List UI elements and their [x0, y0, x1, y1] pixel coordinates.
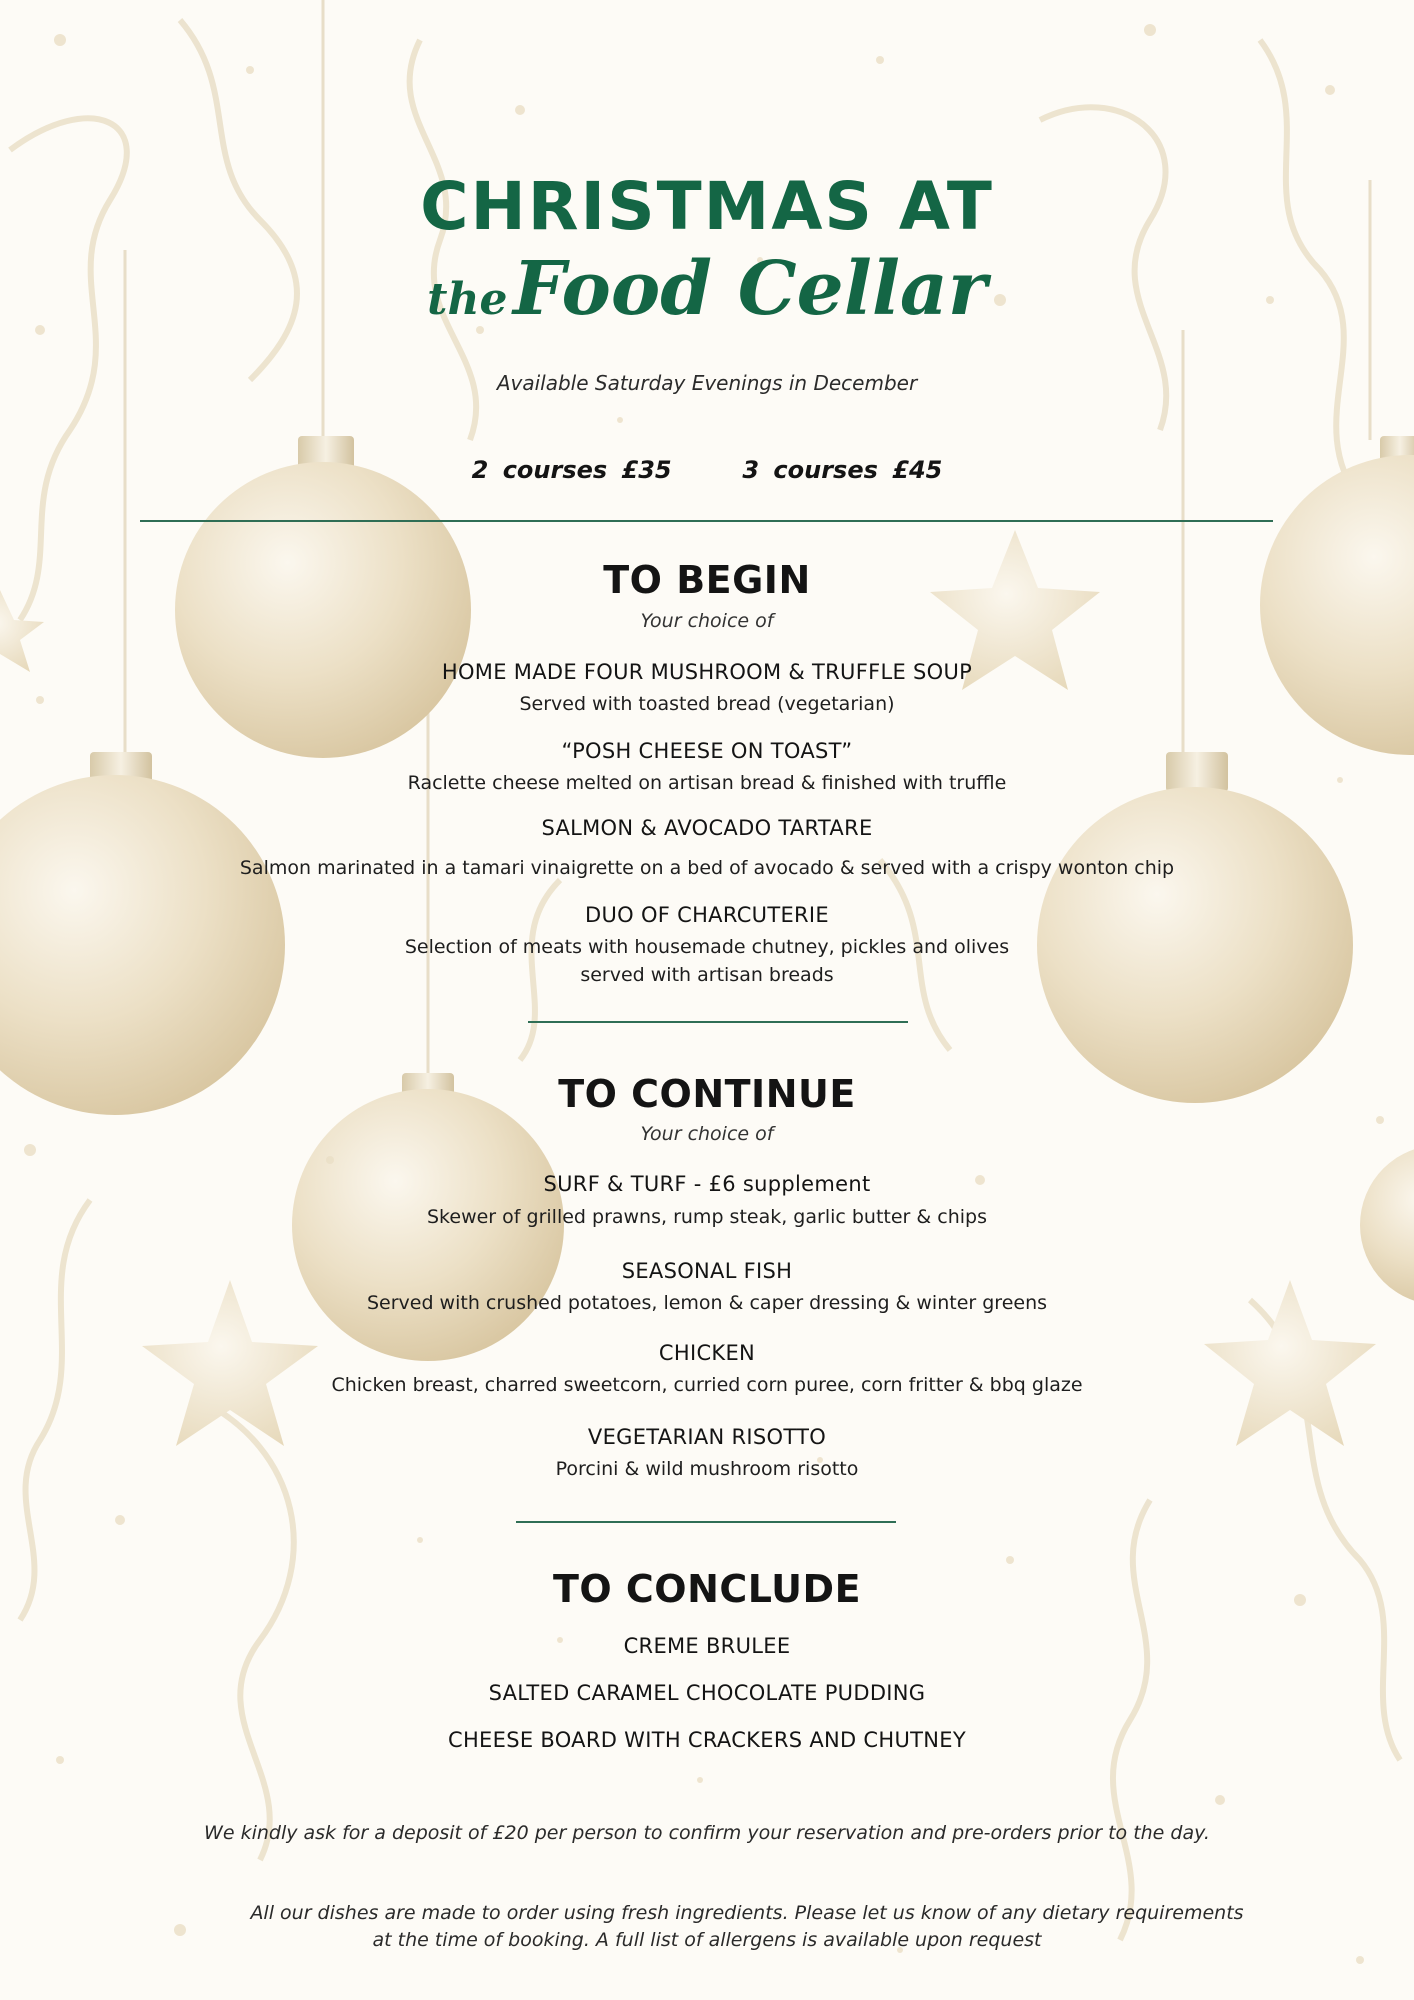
dish-description: Raclette cheese melted on artisan bread & finished with truffle [407, 772, 1007, 794]
dish-description: Selection of meats with housemade chutney, pickles and olives [404, 936, 1010, 958]
title-restaurant-name [0, 246, 1414, 332]
availability-text: Available Saturday Evenings in December [496, 371, 918, 395]
section-heading-to-begin: TO BEGIN [603, 558, 811, 602]
header-divider [140, 520, 1273, 522]
dish-name: SURF & TURF - £6 supplement [543, 1172, 871, 1196]
dish-description: Salmon marinated in a tamari vinaigrette on a bed of avocado & served with a crispy wonton chip [239, 857, 1175, 879]
dish-description: Chicken breast, charred sweetcorn, curried corn puree, corn fritter & bbq glaze [331, 1374, 1083, 1396]
dessert-item: SALTED CARAMEL CHOCOLATE PUDDING [488, 1681, 926, 1705]
dish-name: SALMON & AVOCADO TARTARE [541, 816, 873, 840]
allergen-note-line1: All our dishes are made to order using fresh ingredients. Please let us know of any dietary requirements [250, 1902, 1244, 1924]
section-divider [516, 1521, 896, 1523]
allergen-note-line2: at the time of booking. A full list of allergens is available upon request [372, 1929, 1042, 1951]
price-2-courses: 2 courses £35 [471, 456, 672, 484]
title-christmas-at: CHRISTMAS AT [420, 168, 994, 245]
dish-description: Porcini & wild mushroom risotto [555, 1458, 859, 1480]
dish-description: Served with crushed potatoes, lemon & caper dressing & winter greens [366, 1292, 1048, 1314]
dish-name: DUO OF CHARCUTERIE [585, 903, 829, 927]
deposit-note: We kindly ask for a deposit of £20 per person to confirm your reservation and pre-orders prior to the day. [204, 1822, 1210, 1844]
dessert-item: CREME BRULEE [623, 1634, 791, 1658]
dish-name: “POSH CHEESE ON TOAST” [561, 739, 853, 763]
section-subheading: Your choice of [640, 610, 774, 632]
dish-name: SEASONAL FISH [621, 1259, 793, 1283]
section-subheading: Your choice of [640, 1123, 774, 1145]
section-divider [528, 1021, 908, 1023]
dish-name: HOME MADE FOUR MUSHROOM & TRUFFLE SOUP [441, 660, 973, 684]
title-script-the: the [427, 274, 508, 325]
pricing-line [0, 456, 1414, 484]
dish-description: Skewer of grilled prawns, rump steak, garlic butter & chips [427, 1206, 987, 1228]
title-script-food-cellar: Food Cellar [513, 246, 987, 332]
dessert-item: CHEESE BOARD WITH CRACKERS AND CHUTNEY [448, 1728, 966, 1752]
section-heading-to-continue: TO CONTINUE [558, 1072, 856, 1116]
price-3-courses: 3 courses £45 [742, 456, 943, 484]
dish-description-line2: served with artisan breads [580, 964, 834, 986]
dish-name: VEGETARIAN RISOTTO [587, 1425, 827, 1449]
section-heading-to-conclude: TO CONCLUDE [552, 1567, 862, 1611]
dish-description: Served with toasted bread (vegetarian) [519, 693, 895, 715]
dish-name: CHICKEN [658, 1341, 756, 1365]
